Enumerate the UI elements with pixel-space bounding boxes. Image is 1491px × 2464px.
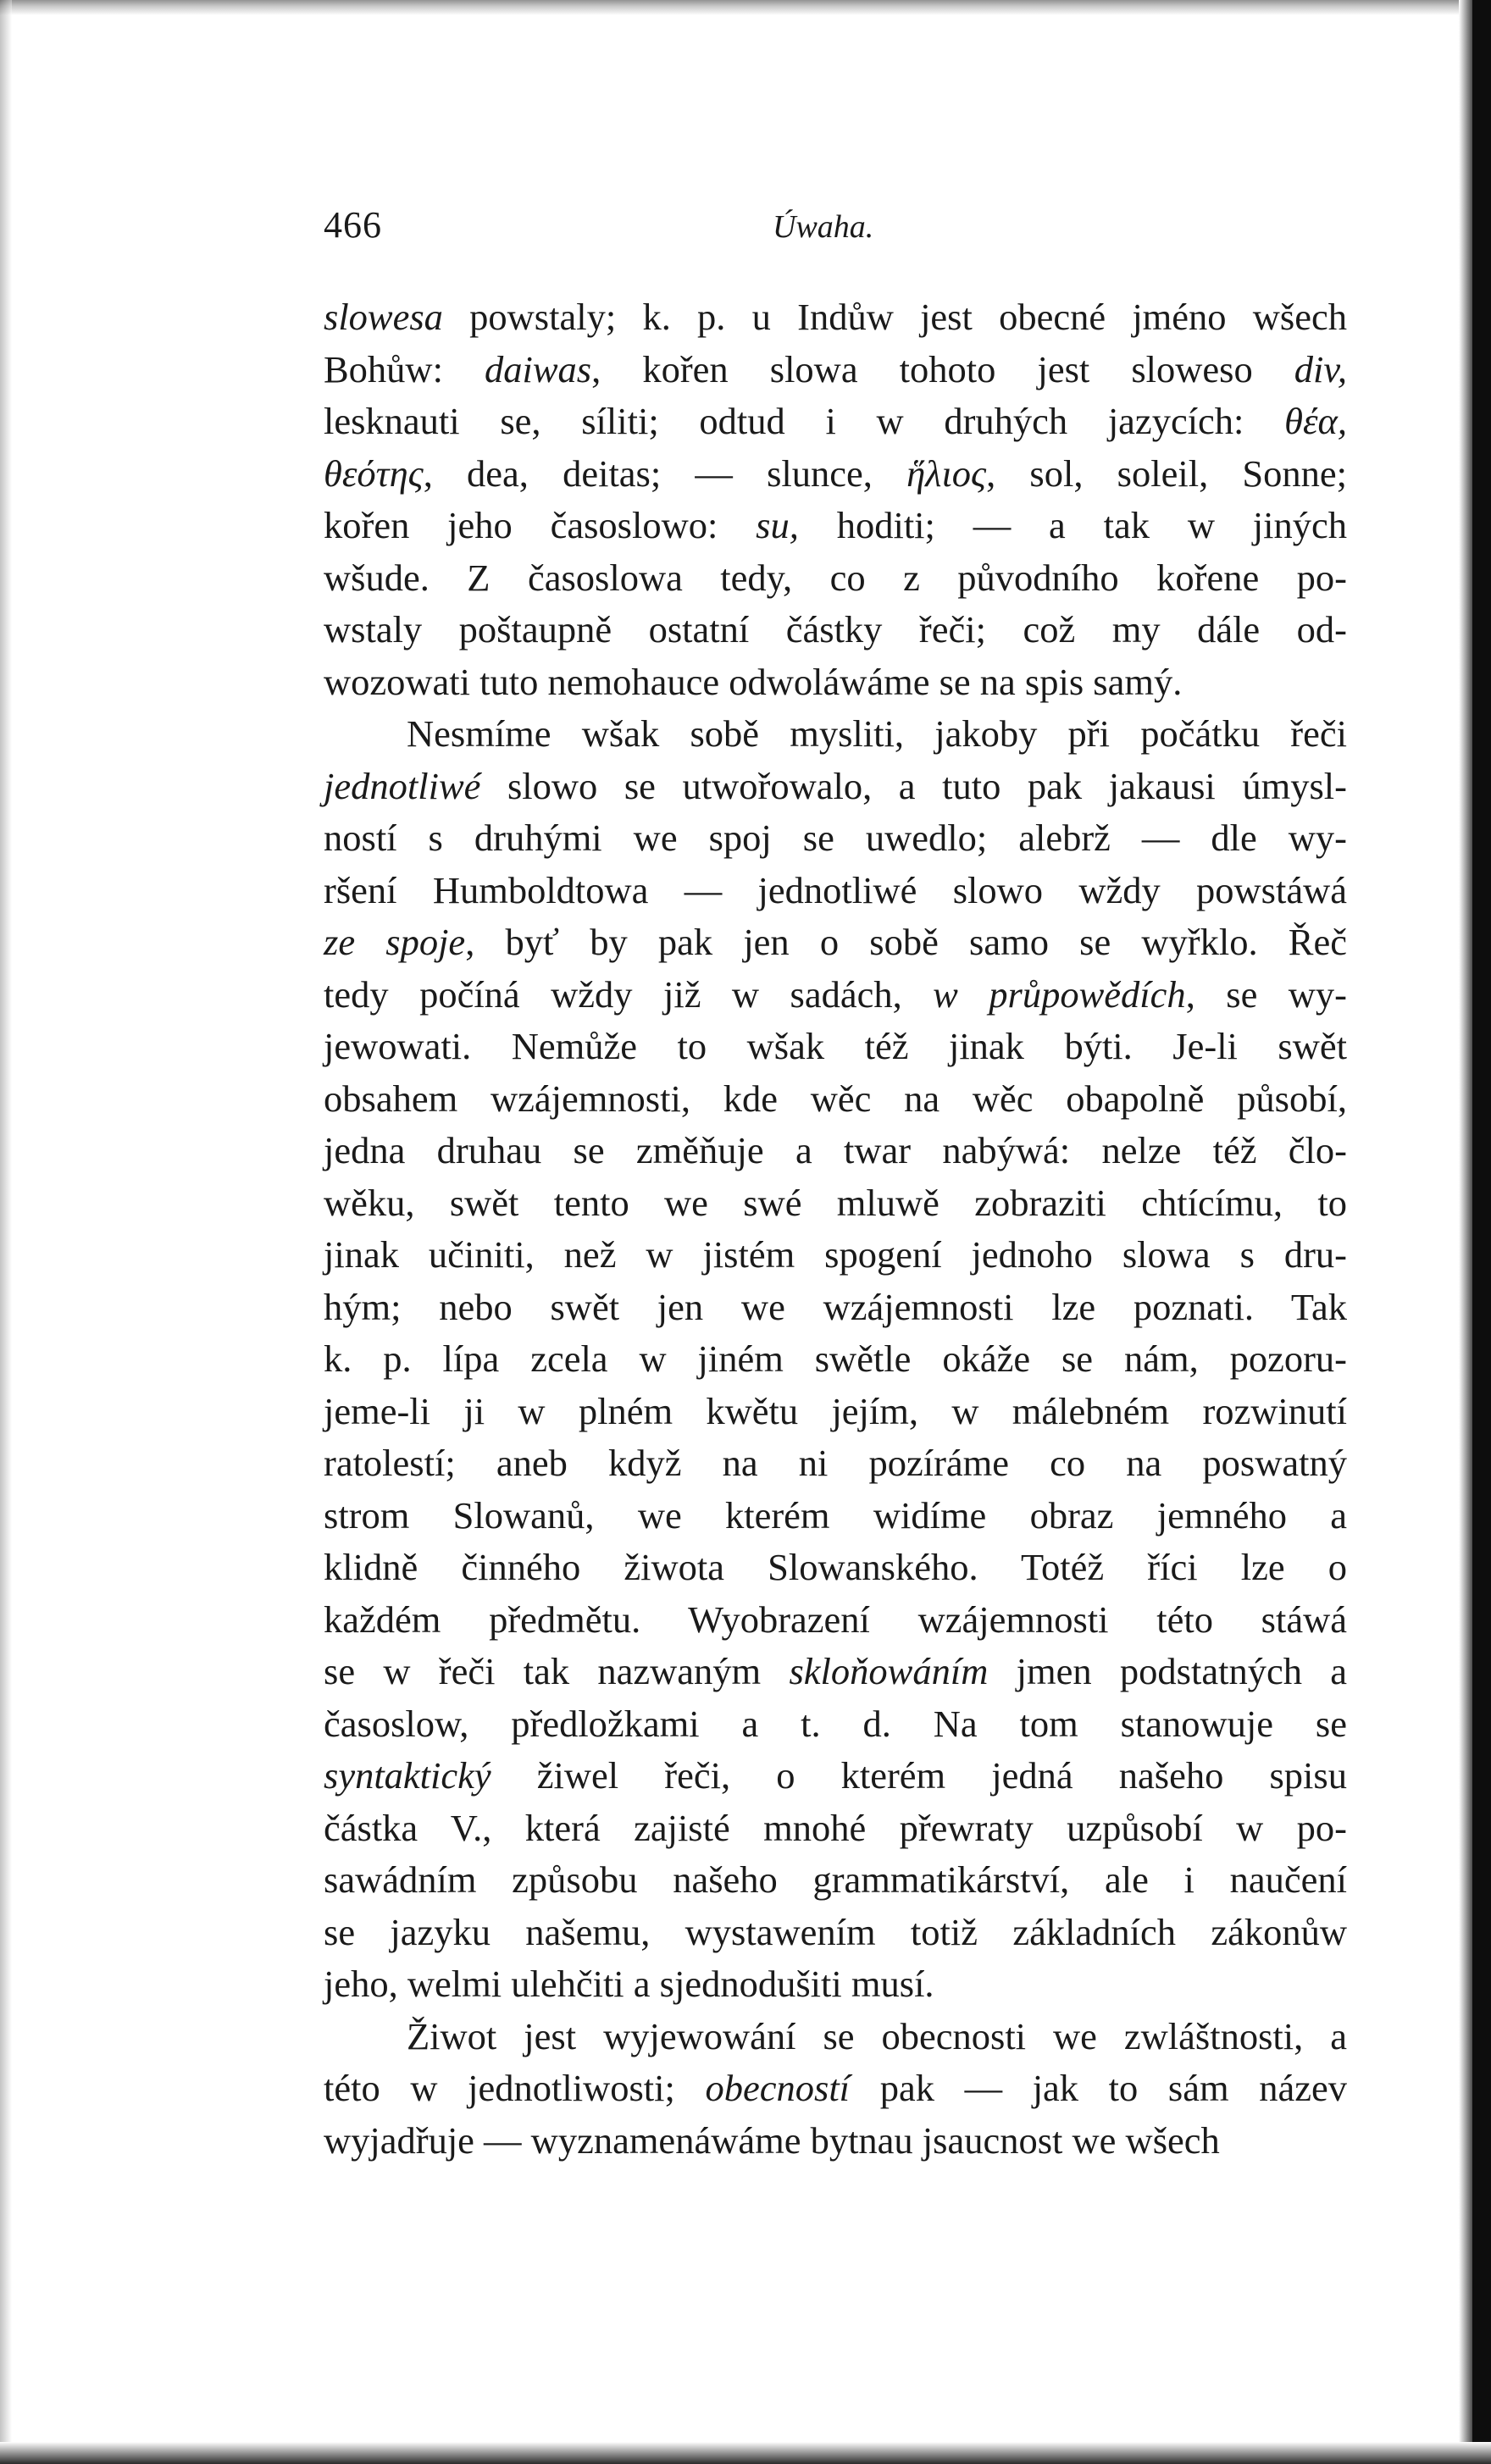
text-line — [324, 500, 1347, 552]
text-line — [324, 761, 1347, 813]
text-line — [324, 552, 1347, 605]
text-run: žiwel řeči, o kterém jedná našeho spisu — [491, 1754, 1347, 1797]
italic-term: skloňowáním — [789, 1650, 989, 1692]
text-line — [324, 1854, 1347, 1907]
text-run: hoditi; — a tak w jiných — [798, 504, 1348, 546]
text-line — [324, 656, 1347, 709]
text-run: , se wy- — [1185, 972, 1347, 1016]
text-run: wěku, swět tento we swé mluwě zobraziti chtícímu, to — [324, 1181, 1347, 1224]
scan-edge-left — [0, 0, 12, 2464]
italic-term: θεότης — [324, 451, 424, 495]
text-run: , kořen slowa tohoto jest sloweso — [591, 347, 1294, 390]
text-run: , byť by pak jen o sobě samo se wyřklo. Řeč — [465, 921, 1347, 963]
text-run: se jazyku našemu, wystawením totiž základních zákonůw — [324, 1910, 1347, 1953]
text-line — [324, 812, 1347, 865]
text-line — [324, 2011, 1347, 2063]
text-line — [324, 1177, 1347, 1230]
scan-edge-right — [1472, 0, 1491, 2464]
scan-edge-top — [0, 0, 1491, 15]
text-run: jinak učiniti, než w jistém spogení jednoho slowa s dru- — [324, 1233, 1347, 1276]
text-run: powstaly; k. p. u Indůw jest obecné jméno wšech — [442, 296, 1347, 338]
italic-term: slowesa — [324, 296, 443, 338]
text-run: sawádním způsobu našeho grammatikárství, ale i naučení — [324, 1858, 1347, 1901]
text-line — [324, 1594, 1347, 1647]
text-line — [324, 1437, 1347, 1490]
text-run: jeho, welmi ulehčiti a sjednodušiti musí. — [324, 1963, 934, 2005]
text-line — [324, 1073, 1347, 1126]
text-run: časoslow, předložkami a t. d. Na tom stanowuje se — [324, 1702, 1347, 1745]
text-run: , sol, soleil, Sonne; — [986, 451, 1347, 495]
italic-term: ἥλιος — [906, 451, 987, 495]
text-run: částka V., která zajisté mnohé přewraty uzpůsobí w po- — [324, 1806, 1347, 1849]
text-line — [324, 396, 1347, 448]
text-run: wozowati tuto nemohauce odwoláwáme se na spis samý. — [324, 660, 1183, 703]
text-line — [324, 1542, 1347, 1594]
text-line — [324, 1282, 1347, 1334]
text-run: hým; nebo swět jen we wzájemnosti lze poznati. Tak — [324, 1285, 1347, 1328]
text-line — [324, 291, 1347, 344]
text-run: strom Slowanů, we kterém widíme obraz jemného a — [324, 1493, 1347, 1537]
text-run: tedy počíná wždy již w sadách, — [324, 972, 934, 1016]
text-run: Žiwot jest wyjewowání se obecnosti we zwláštnosti, a — [407, 2014, 1347, 2057]
text-run: jmen podstatných a — [988, 1650, 1347, 1692]
text-run: této w jednotliwosti; — [324, 2067, 706, 2109]
text-run: Bohůw: — [324, 347, 485, 390]
body-text — [324, 291, 1347, 2167]
text-run: , dea, deitas; — slunce, — [423, 451, 907, 495]
text-run: každém předmětu. Wyobrazení wzájemnosti této stáwá — [324, 1597, 1347, 1641]
text-line — [324, 2063, 1347, 2115]
text-line — [324, 448, 1347, 501]
text-line — [324, 969, 1347, 1022]
text-line — [324, 1386, 1347, 1438]
italic-term: ze spoje — [324, 921, 466, 963]
text-run: jewowati. Nemůže to wšak též jinak býti. Je-li swět — [324, 1025, 1347, 1067]
text-line — [324, 708, 1347, 761]
text-line — [324, 1646, 1347, 1698]
text-run: wšude. Z časoslowa tedy, co z původního kořene po- — [324, 556, 1347, 599]
text-run: k. p. lípa zcela w jiném swětle okáže se nám, pozoru- — [324, 1337, 1347, 1380]
text-run: ností s druhými we spoj se uwedlo; alebrž — dle wy- — [324, 817, 1347, 859]
text-run: ratolestí; aneb když na ni pozíráme co na poswatný — [324, 1442, 1347, 1484]
italic-term: jednotliwé — [324, 764, 481, 807]
text-run: slowo se utwořowalo, a tuto pak jakausi úmysl- — [480, 764, 1347, 807]
text-line — [324, 1490, 1347, 1542]
text-line — [324, 604, 1347, 656]
text-line — [324, 865, 1347, 917]
text-run: jedna druhau se změňuje a twar nabýwá: nelze též člo- — [324, 1129, 1347, 1171]
italic-term: syntaktický — [324, 1754, 491, 1797]
text-line — [324, 344, 1347, 396]
text-line — [324, 1125, 1347, 1177]
italic-term: daiwas — [485, 347, 592, 390]
text-run: Nesmíme wšak sobě mysliti, jakoby při počátku řeči — [407, 712, 1347, 755]
scan-edge-bottom — [0, 2442, 1491, 2464]
text-line — [324, 2115, 1347, 2168]
text-run: wyjadřuje — wyznamenáwáme bytnau jsaucnost we wšech — [324, 2118, 1220, 2162]
running-head — [324, 203, 1347, 254]
text-run: wstaly poštaupně ostatní částky řeči; což my dále od- — [324, 608, 1347, 651]
text-line — [324, 1333, 1347, 1386]
italic-term: su, — [756, 504, 799, 546]
text-run: jeme-li ji w plném kwětu jejím, w málebném rozwinutí — [324, 1389, 1347, 1432]
paragraph — [324, 708, 1347, 2011]
text-line — [324, 1802, 1347, 1855]
text-line — [324, 1698, 1347, 1751]
text-line — [324, 1958, 1347, 2011]
text-line — [324, 1907, 1347, 1959]
text-run: se w řeči tak nazwaným — [324, 1650, 790, 1692]
running-title: Úwaha. — [773, 209, 874, 245]
page-number: 466 — [324, 204, 382, 246]
text-run: pak — jak to sám název — [850, 2067, 1347, 2109]
text-run: kořen jeho časoslowo: — [324, 504, 757, 546]
italic-term: obecností — [705, 2067, 851, 2109]
text-run: lesknauti se, síliti; odtud i w druhých jazycích: — [324, 400, 1285, 442]
paragraph — [324, 2011, 1347, 2168]
text-run: ršení Humboldtowa — jednotliwé slowo wždy powstáwá — [324, 868, 1347, 911]
paragraph — [324, 291, 1347, 708]
text-line — [324, 1021, 1347, 1073]
italic-term: w průpowědích — [933, 972, 1186, 1016]
scan-edge-right-shadow — [1459, 0, 1472, 2464]
text-run: klidně činného žiwota Slowanského. Totéž říci lze o — [324, 1546, 1347, 1588]
italic-term: θέα, — [1284, 400, 1347, 442]
text-line — [324, 1229, 1347, 1282]
text-run: obsahem wzájemnosti, kde wěc na wěc obapolně působí, — [324, 1077, 1347, 1120]
text-line — [324, 916, 1347, 969]
text-line — [324, 1750, 1347, 1802]
italic-term: div, — [1294, 347, 1347, 390]
